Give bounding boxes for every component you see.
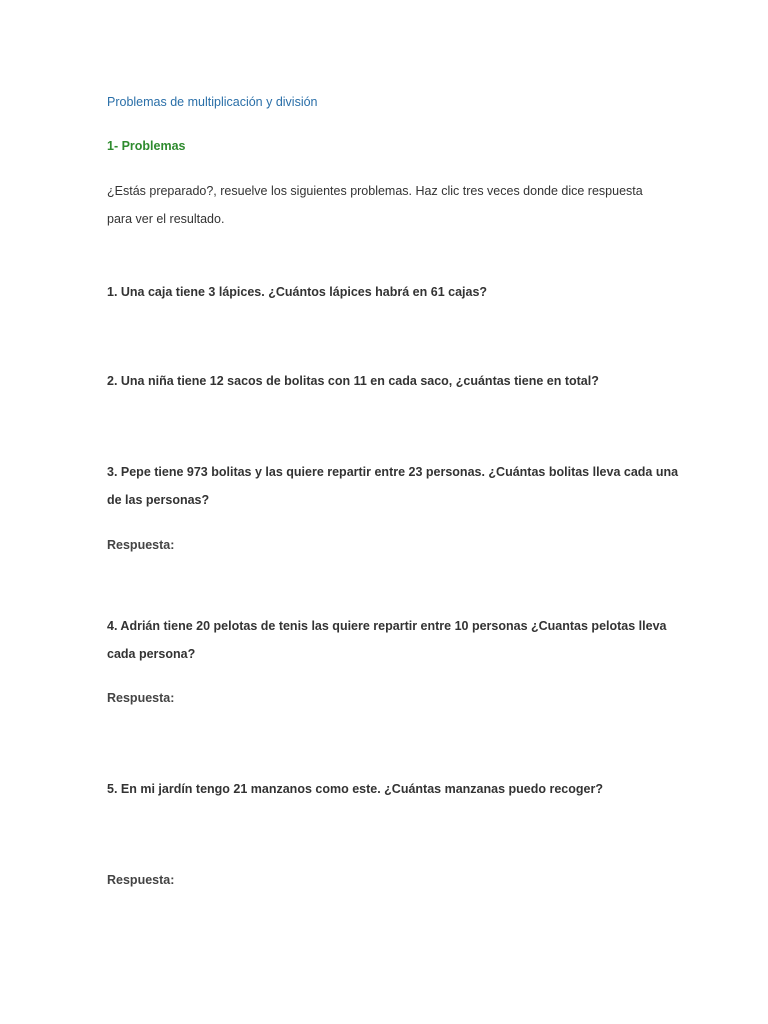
intro-line-2: para ver el resultado.	[107, 212, 225, 226]
problem-2-text: 2. Una niña tiene 12 sacos de bolitas con 11 en cada saco, ¿cuántas tiene en total?	[107, 374, 599, 388]
page-title: Problemas de multiplicación y división	[107, 95, 318, 109]
problem-3-text-line-1: 3. Pepe tiene 973 bolitas y las quiere repartir entre 23 personas. ¿Cuántas bolitas lleva cada una	[107, 465, 679, 479]
problem-4-answer-toggle[interactable]: Respuesta:	[107, 691, 175, 705]
problem-1-text: 1. Una caja tiene 3 lápices. ¿Cuántos lápices habrá en 61 cajas?	[107, 285, 488, 299]
problem-5-answer-toggle[interactable]: Respuesta:	[107, 873, 175, 887]
problem-3-answer-toggle[interactable]: Respuesta:	[107, 538, 175, 552]
problem-3-text-line-2: de las personas?	[107, 493, 210, 507]
intro-line-1: ¿Estás preparado?, resuelve los siguientes problemas. Haz clic tres veces donde dice respuesta	[107, 184, 643, 198]
section-heading: 1- Problemas	[107, 139, 186, 153]
problem-5-text: 5. En mi jardín tengo 21 manzanos como este. ¿Cuántas manzanas puedo recoger?	[107, 782, 603, 796]
problem-4-text-line-2: cada persona?	[107, 647, 196, 661]
problem-4-text-line-1: 4. Adrián tiene 20 pelotas de tenis las quiere repartir entre 10 personas ¿Cuantas pelotas lleva	[107, 619, 667, 633]
